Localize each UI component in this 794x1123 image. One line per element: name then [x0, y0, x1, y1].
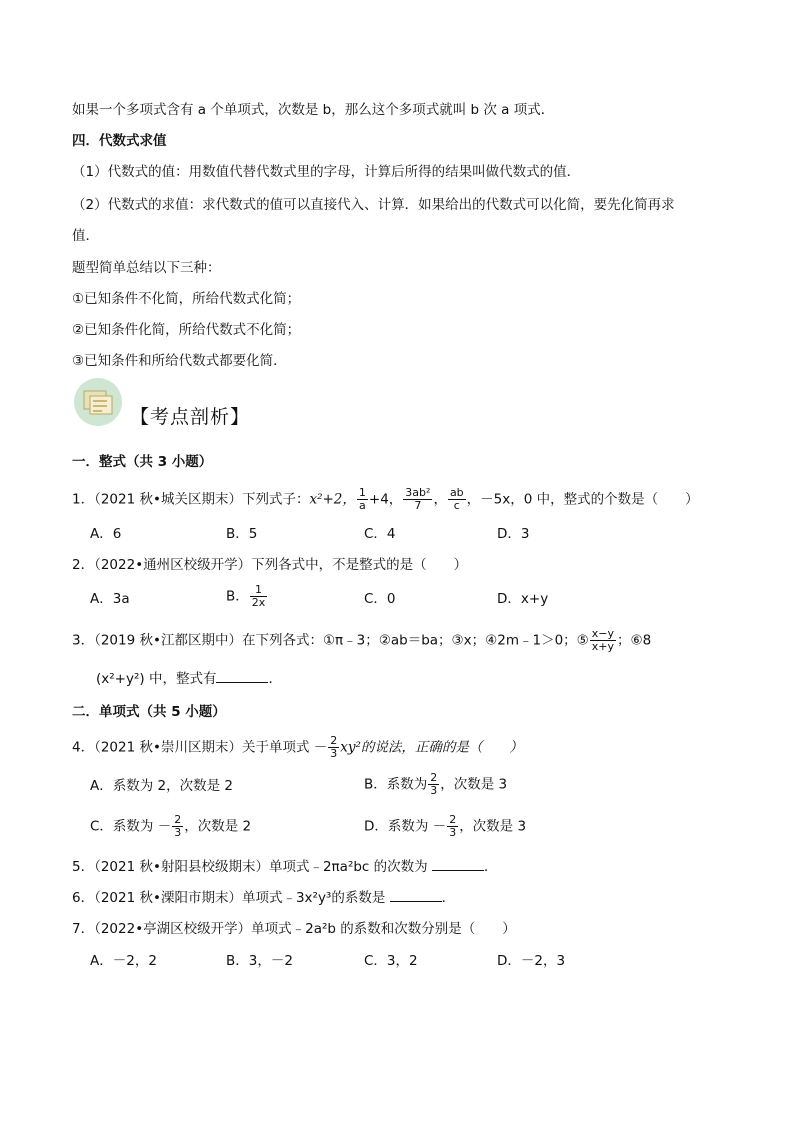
- q1-fraction-1: $\frac{1}{a}$: [358, 486, 366, 512]
- q2-option-b[interactable]: B． $\frac{1}{2x}$: [226, 583, 266, 609]
- q5-answer-blank[interactable]: [432, 858, 484, 871]
- q4-option-d[interactable]: D．系数为 － $\frac{2}{3}$ ，次数是 3: [364, 813, 527, 839]
- question-7: 7．（2022•亭湖区校级开学）单项式﹣2a²b 的系数和次数分别是（ ）: [72, 921, 516, 937]
- q1-option-b[interactable]: B．5: [226, 526, 258, 542]
- q1-option-c[interactable]: C．4: [364, 526, 396, 542]
- q1-expr-2: +4，: [368, 491, 403, 508]
- section-title: 【考点剖析】: [130, 406, 251, 428]
- heading-algebraic-evaluation: 四．代数式求值: [72, 133, 167, 149]
- q6-answer-blank[interactable]: [390, 889, 442, 902]
- question-3: 3．（2019 秋•江都区期中）在下列各式：①π﹣3；②ab＝ba；③x；④2m﹣1＞0；⑤ $\frac{x-y}{x+y}$ ；⑥8: [72, 627, 652, 653]
- question-2: 2．（2022•通州区校级开学）下列各式中，不是整式的是（ ）: [72, 557, 468, 573]
- question-3-line-2: (x²+y²) 中，整式有 ．: [96, 671, 282, 687]
- q1-expr-1: x²+2，: [309, 491, 356, 508]
- q7-option-c[interactable]: C．3，2: [364, 953, 418, 969]
- heading-polynomials: 一．整式（共 3 小题）: [72, 454, 213, 470]
- question-5: 5．（2021 秋•射阳县校级期末）单项式﹣2πa²bc 的次数为 ．: [72, 859, 498, 875]
- question-1: 1．（2021 秋•城关区期末）下列式子：x²+2， $\frac{1}{a}$ +4， $\frac{\text{3ab²}}{7}$ ， $\frac{ab}{c}$ ，－5x，0 中，整式的个数是（ ）: [72, 486, 699, 512]
- q1-option-a[interactable]: A．6: [90, 526, 122, 542]
- paragraph-value-definition: （1）代数式的值：用数值代替代数式里的字母，计算后所得的结果叫做代数式的值．: [72, 164, 581, 180]
- q1-fraction-2: $\frac{\text{3ab²}}{7}$: [405, 486, 431, 512]
- case-3: ③已知条件和所给代数式都要化简．: [72, 353, 287, 369]
- q4-option-b[interactable]: B．系数为 $\frac{2}{3}$ ，次数是 3: [364, 771, 508, 797]
- question-6: 6．（2021 秋•溧阳市期末）单项式﹣3x²y³的系数是 ．: [72, 890, 456, 906]
- heading-monomials: 二．单项式（共 5 小题）: [72, 704, 226, 720]
- case-1: ①已知条件不化简，所给代数式化简；: [72, 291, 301, 307]
- q7-option-b[interactable]: B．3，－2: [226, 953, 293, 969]
- intro-line-polynomial: 如果一个多项式含有 a 个单项式，次数是 b，那么这个多项式就叫 b 次 a 项式．: [72, 102, 555, 118]
- q4-option-c[interactable]: C．系数为 － $\frac{2}{3}$ ，次数是 2: [90, 813, 252, 839]
- q3-fraction: $\frac{x-y}{x+y}$: [591, 627, 615, 653]
- paragraph-evaluation-1: （2）代数式的求值：求代数式的值可以直接代入、计算．如果给出的代数式可以化简，要先化简再求: [72, 197, 675, 213]
- q3-answer-blank[interactable]: [216, 670, 268, 683]
- q7-option-a[interactable]: A．－2，2: [90, 953, 157, 969]
- q1-suffix: ，－5x，0 中，整式的个数是（ ）: [466, 491, 699, 508]
- paragraph-evaluation-2: 值．: [72, 228, 99, 244]
- q1-prefix: 1．（2021 秋•城关区期末）下列式子：: [72, 491, 310, 508]
- q2-option-c[interactable]: C．0: [364, 591, 396, 607]
- q1-option-d[interactable]: D．3: [497, 526, 530, 542]
- summary-line: 题型简单总结以下三种：: [72, 260, 221, 276]
- case-2: ②已知条件化简，所给代数式不化简；: [72, 322, 301, 338]
- q4-option-a[interactable]: A．系数为 2，次数是 2: [90, 778, 233, 794]
- question-4: 4．（2021 秋•崇川区期末）关于单项式 － $\frac{2}{3}$ xy²的说法，正确的是（ ）: [72, 734, 523, 760]
- q2-option-d[interactable]: D．x+y: [497, 591, 549, 607]
- documents-icon: [74, 378, 122, 426]
- q2-option-a[interactable]: A．3a: [90, 591, 130, 607]
- q1-fraction-3: $\frac{ab}{c}$: [449, 486, 464, 512]
- q7-option-d[interactable]: D．－2，3: [497, 953, 566, 969]
